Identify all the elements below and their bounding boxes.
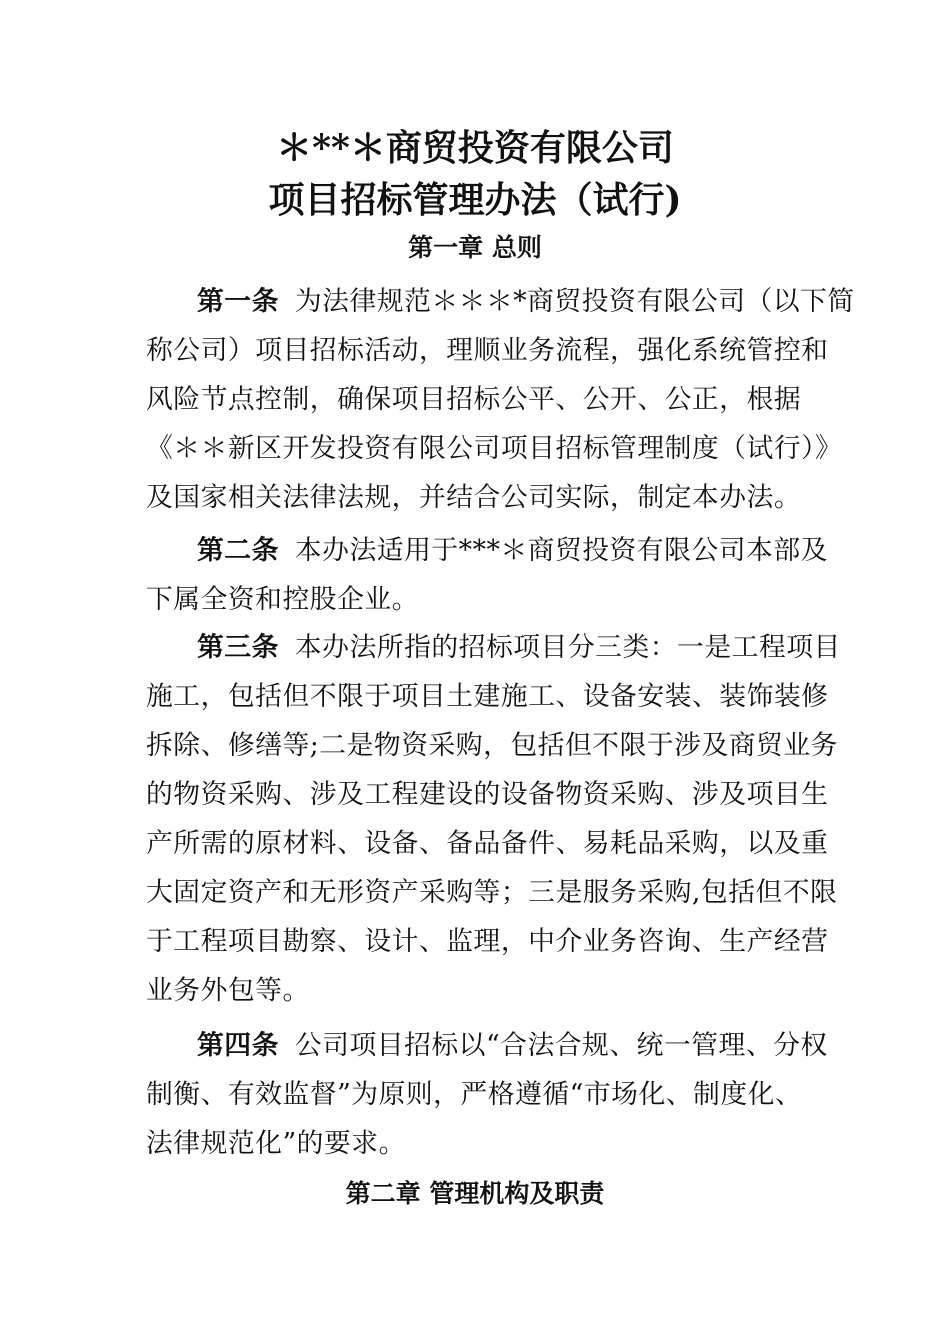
article-line: 的物资采购、涉及工程建设的设备物资采购、涉及项目生 xyxy=(146,779,829,810)
article-text: 公司项目招标以“合法合规、统一管理、分权 xyxy=(294,1030,828,1061)
article-label: 第二条 xyxy=(197,535,279,566)
article-line: 《＊＊新区开发投资有限公司项目招标管理制度（试行）》 xyxy=(146,433,843,464)
article-line: 风险节点控制，确保项目招标公平、公开、公正，根据 xyxy=(146,384,802,415)
article-label: 第三条 xyxy=(197,632,279,663)
chapter-heading-management: 第二章 管理机构及职责 xyxy=(345,1179,605,1208)
article-text: 为法律规范＊＊＊*商贸投资有限公司（以下简 xyxy=(294,286,855,317)
article-line: 施工，包括但不限于项目土建施工、设备安装、装饰装修 xyxy=(146,681,829,712)
article-line: 下属全资和控股企业。 xyxy=(146,584,419,615)
article-text: 本办法所指的招标项目分三类：一是工程项目 xyxy=(294,632,841,663)
article-line: 大固定资产和无形资产采购等；三是服务采购,包括但不限 xyxy=(146,877,838,908)
article-line xyxy=(197,533,828,569)
article-line: 称公司）项目招标活动，理顺业务流程，强化系统管控和 xyxy=(146,335,829,366)
article-line xyxy=(197,284,855,320)
article-line: 业务外包等。 xyxy=(146,975,310,1006)
article-text: 本办法适用于***＊商贸投资有限公司本部及 xyxy=(294,535,828,566)
article-line: 制衡、有效监督”为原则，严格遵循“市场化、制度化、 xyxy=(146,1079,803,1110)
article-line: 及国家相关法律法规，并结合公司实际，制定本办法。 xyxy=(146,482,802,513)
document-title-company: ＊**＊商贸投资有限公司 xyxy=(276,127,674,169)
article-line xyxy=(197,1028,828,1064)
article-line: 拆除、修缮等;二是物资采购，包括但不限于涉及商贸业务 xyxy=(146,730,838,761)
article-line: 产所需的原材料、设备、备品备件、易耗品采购，以及重 xyxy=(146,828,829,859)
article-label: 第一条 xyxy=(197,286,279,317)
article-label: 第四条 xyxy=(197,1030,279,1061)
article-line xyxy=(197,630,841,666)
article-line: 于工程项目勘察、设计、监理，中介业务咨询、生产经营 xyxy=(146,926,829,957)
article-line: 法律规范化”的要求。 xyxy=(146,1128,406,1159)
document-title-regulation: 项目招标管理办法（试行) xyxy=(268,179,682,221)
chapter-heading-general: 第一章 总则 xyxy=(408,233,542,262)
